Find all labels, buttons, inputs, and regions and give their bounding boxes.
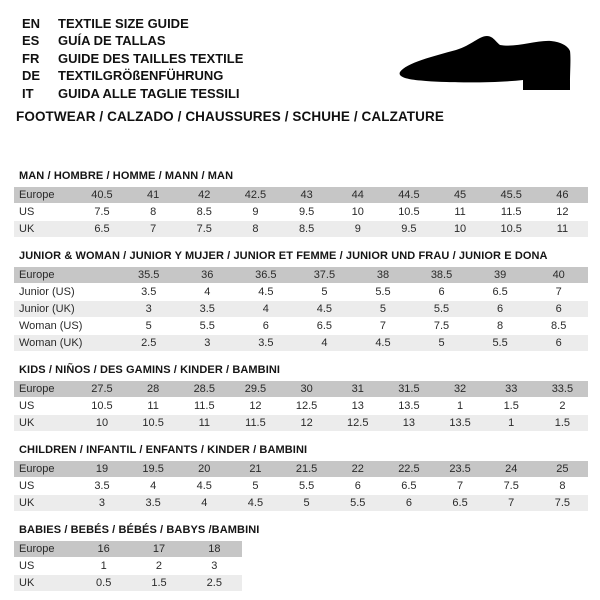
- size-cell: 32: [453, 383, 467, 395]
- table-row: [14, 204, 588, 221]
- language-row-en: [22, 15, 243, 32]
- size-cell: 3.5: [141, 286, 157, 298]
- size-cell: 28.5: [193, 383, 215, 395]
- size-cell: 19: [95, 463, 109, 475]
- row-label: Europe: [19, 189, 55, 201]
- size-cell: 8.5: [196, 206, 212, 218]
- size-cell: 13.5: [398, 400, 420, 412]
- size-cell: 45: [453, 189, 467, 201]
- table-row: [14, 461, 588, 478]
- size-cell: 37.5: [313, 269, 336, 281]
- size-cell: 25: [556, 463, 569, 475]
- table-row: [14, 415, 588, 432]
- table-row: [14, 221, 588, 238]
- size-cell: 0.5: [96, 577, 112, 589]
- size-cell: 8: [252, 223, 259, 235]
- size-cell: 5.5: [375, 286, 391, 298]
- size-cell: 11.5: [500, 206, 522, 218]
- size-cell: 11: [556, 223, 569, 235]
- size-cell: 46: [556, 189, 569, 201]
- size-cell: 39: [493, 269, 507, 281]
- shoe-icon: [396, 32, 574, 92]
- size-cell: 4.5: [375, 337, 391, 349]
- size-cell: 7: [150, 223, 157, 235]
- size-cell: 22: [351, 463, 364, 475]
- size-cell: 5: [145, 320, 152, 332]
- size-cell: 21.5: [295, 463, 318, 475]
- row-label: US: [19, 560, 35, 572]
- size-cell: 8.5: [551, 320, 567, 332]
- size-cell: 6: [405, 497, 412, 509]
- size-cell: 40.5: [91, 189, 113, 201]
- size-cell: 4: [150, 480, 157, 492]
- size-cell: 6.5: [452, 497, 468, 509]
- size-cell: 24: [505, 463, 518, 475]
- row-label: Europe: [19, 383, 55, 395]
- size-cell: 8: [559, 480, 566, 492]
- size-cell: 3: [204, 337, 211, 349]
- size-cell: 12: [249, 400, 262, 412]
- size-cell: 27.5: [91, 383, 113, 395]
- size-cell: 7.5: [503, 480, 519, 492]
- size-cell: 5: [438, 337, 445, 349]
- size-cell: 33.5: [551, 383, 574, 395]
- size-cell: 42.5: [244, 189, 267, 201]
- man-table: [14, 187, 588, 238]
- size-cell: 11: [147, 400, 159, 412]
- row-label: US: [19, 480, 35, 492]
- language-label: TEXTILGRÖßENFÜHRUNG: [58, 68, 224, 84]
- size-cell: 44.5: [398, 189, 420, 201]
- table-row: [14, 301, 588, 318]
- size-cell: 8.5: [298, 223, 315, 235]
- size-cell: 12.5: [295, 400, 318, 412]
- size-cell: 20: [198, 463, 211, 475]
- size-cell: 6.5: [94, 223, 110, 235]
- row-label: UK: [19, 497, 35, 509]
- size-cell: 5.5: [199, 320, 215, 332]
- kids-table: [14, 381, 588, 432]
- size-cell: 6: [354, 480, 361, 492]
- language-code: ES: [22, 33, 40, 49]
- section-title: MAN / HOMBRE / HOMME / MANN / MAN: [19, 170, 234, 182]
- size-cell: 6.5: [401, 480, 417, 492]
- table-row: [14, 284, 588, 301]
- row-label: UK: [19, 417, 35, 429]
- size-cell: 2.5: [141, 337, 157, 349]
- children-table: [14, 461, 588, 512]
- size-cell: 11.5: [245, 417, 266, 429]
- size-cell: 38.5: [430, 269, 453, 281]
- language-code: FR: [22, 50, 40, 66]
- row-label: UK: [19, 223, 35, 235]
- size-cell: 8: [150, 206, 157, 218]
- size-cell: 13.5: [449, 417, 471, 429]
- size-cell: 1.5: [503, 400, 519, 412]
- size-cell: 11: [198, 417, 210, 429]
- size-cell: 13: [351, 400, 364, 412]
- size-cell: 28: [147, 383, 160, 395]
- size-cell: 38: [376, 269, 390, 281]
- language-row-fr: [22, 50, 243, 67]
- language-list: [22, 15, 243, 102]
- size-cell: 19.5: [142, 463, 164, 475]
- size-cell: 3.5: [94, 480, 110, 492]
- size-cell: 5.5: [492, 337, 508, 349]
- size-table-man: [14, 170, 588, 238]
- size-cell: 11.5: [193, 400, 215, 412]
- size-cell: 7: [457, 480, 464, 492]
- table-row: [14, 495, 588, 512]
- size-cell: 1: [457, 400, 464, 412]
- size-cell: 8: [497, 320, 504, 332]
- size-cell: 3.5: [258, 337, 274, 349]
- size-cell: 7.5: [196, 223, 212, 235]
- table-row: [14, 267, 588, 284]
- category-title: FOOTWEAR / CALZADO / CHAUSSURES / SCHUHE / CALZATURE: [16, 109, 444, 124]
- size-cell: 1: [508, 417, 515, 429]
- size-cell: 42: [198, 189, 211, 201]
- section-title: KIDS / NIÑOS / DES GAMINS / KINDER / BAMBINI: [19, 364, 281, 376]
- size-cell: 1: [100, 560, 107, 572]
- size-table-kids: [14, 364, 588, 432]
- row-label: Junior (US): [19, 286, 75, 298]
- size-cell: 6: [555, 337, 562, 349]
- size-cell: 31: [351, 383, 364, 395]
- size-cell: 4: [204, 286, 211, 298]
- size-cell: 41: [147, 189, 160, 201]
- size-cell: 10: [351, 206, 364, 218]
- size-cell: 12: [556, 206, 569, 218]
- language-label: GUÍA DE TALLAS: [58, 33, 166, 49]
- size-cell: 12: [300, 417, 313, 429]
- language-row-it: [22, 85, 243, 102]
- size-cell: 7: [555, 286, 562, 298]
- row-label: Europe: [19, 269, 55, 281]
- table-row: [14, 398, 588, 415]
- size-cell: 4.5: [258, 286, 274, 298]
- table-row: [14, 541, 242, 558]
- size-table-babies: [14, 524, 588, 592]
- size-cell: 7: [379, 320, 387, 332]
- row-label: Woman (UK): [19, 337, 83, 349]
- size-cell: 9.5: [298, 206, 315, 218]
- size-cell: 6: [438, 286, 445, 298]
- size-cell: 2.5: [206, 577, 222, 589]
- size-cell: 3.5: [145, 497, 161, 509]
- size-cell: 10: [95, 417, 109, 429]
- section-title: BABIES / BEBÉS / BÉBÉS / BABYS /BAMBINI: [19, 524, 260, 536]
- size-cell: 7: [508, 497, 515, 509]
- size-cell: 7.5: [94, 206, 110, 218]
- row-label: Woman (US): [19, 320, 83, 332]
- size-cell: 43: [300, 189, 313, 201]
- size-cell: 5.5: [433, 303, 450, 315]
- size-cell: 33: [505, 383, 518, 395]
- size-cell: 18: [208, 543, 221, 555]
- row-label: US: [19, 400, 35, 412]
- size-cell: 11: [454, 206, 466, 218]
- table-row: [14, 187, 588, 204]
- size-cell: 4: [262, 303, 269, 315]
- size-cell: 6: [555, 303, 562, 315]
- size-cell: 1.5: [554, 417, 571, 429]
- size-cell: 5: [321, 286, 328, 298]
- size-cell: 10.5: [142, 417, 164, 429]
- language-code: IT: [22, 85, 34, 101]
- size-cell: 3: [211, 560, 218, 572]
- size-table-junior-woman: [14, 250, 588, 352]
- table-row: [14, 478, 588, 495]
- junior-woman-table: [14, 267, 588, 352]
- size-cell: 23.5: [449, 463, 471, 475]
- size-cell: 22.5: [398, 463, 420, 475]
- language-code: DE: [22, 68, 41, 84]
- size-cell: 2: [559, 400, 566, 412]
- size-cell: 10.5: [500, 223, 522, 235]
- table-row: [14, 575, 242, 592]
- size-cell: 17: [152, 543, 166, 555]
- size-cell: 9: [252, 206, 259, 218]
- row-label: UK: [19, 577, 35, 589]
- size-tables: [14, 170, 588, 592]
- size-cell: 35.5: [138, 269, 160, 281]
- size-cell: 5: [303, 497, 310, 509]
- size-cell: 4.5: [316, 303, 333, 315]
- size-cell: 36: [201, 269, 214, 281]
- section-title: CHILDREN / INFANTIL / ENFANTS / KINDER / BAMBINI: [19, 444, 308, 456]
- size-cell: 5.5: [350, 497, 366, 509]
- table-row: [14, 335, 588, 352]
- size-cell: 5: [252, 480, 259, 492]
- size-cell: 10: [453, 223, 467, 235]
- size-cell: 36.5: [255, 269, 277, 281]
- size-cell: 9: [354, 223, 361, 235]
- size-cell: 4: [321, 337, 328, 349]
- size-cell: 21: [249, 463, 262, 475]
- size-cell: 29.5: [244, 383, 267, 395]
- row-label: US: [19, 206, 35, 218]
- language-row-es: [22, 32, 243, 49]
- size-cell: 1.5: [151, 577, 167, 589]
- size-cell: 2: [155, 560, 163, 572]
- size-cell: 3: [145, 303, 152, 315]
- size-cell: 5: [379, 303, 387, 315]
- size-cell: 30: [300, 383, 313, 395]
- language-code: EN: [22, 16, 41, 31]
- table-row: [14, 558, 242, 575]
- size-cell: 6: [497, 303, 504, 315]
- size-cell: 10.5: [398, 206, 420, 218]
- size-cell: 7.5: [433, 320, 450, 332]
- size-cell: 12.5: [347, 417, 369, 429]
- row-label: Europe: [19, 543, 55, 555]
- language-label: GUIDE DES TAILLES TEXTILE: [58, 50, 244, 66]
- size-cell: 45.5: [500, 189, 522, 201]
- size-cell: 6.5: [316, 320, 333, 332]
- size-cell: 4.5: [196, 480, 212, 492]
- size-cell: 6.5: [492, 286, 508, 298]
- section-title: JUNIOR & WOMAN / JUNIOR Y MUJER / JUNIOR ET FEMME / JUNIOR UND FRAU / JUNIOR E DONA: [19, 250, 548, 262]
- size-cell: 16: [97, 543, 110, 555]
- row-label: Junior (UK): [19, 303, 75, 315]
- language-row-de: [22, 67, 243, 84]
- row-label: Europe: [19, 463, 55, 475]
- size-cell: 4: [201, 497, 208, 509]
- size-cell: 13: [402, 417, 416, 429]
- size-cell: 31.5: [398, 383, 420, 395]
- size-cell: 3: [98, 497, 106, 509]
- table-row: [14, 318, 588, 335]
- size-cell: 9.5: [401, 223, 417, 235]
- size-cell: 4.5: [247, 497, 264, 509]
- language-label: TEXTILE SIZE GUIDE: [58, 16, 189, 31]
- table-row: [14, 381, 588, 398]
- size-cell: 40: [552, 269, 565, 281]
- babies-table: [14, 541, 242, 592]
- size-cell: 3.5: [199, 303, 215, 315]
- language-label: GUIDA ALLE TAGLIE TESSILI: [58, 85, 240, 101]
- size-cell: 6: [262, 320, 269, 332]
- size-table-children: [14, 444, 588, 512]
- size-cell: 7.5: [554, 497, 571, 509]
- size-cell: 44: [351, 189, 364, 201]
- size-cell: 5.5: [298, 480, 315, 492]
- size-cell: 10.5: [91, 400, 113, 412]
